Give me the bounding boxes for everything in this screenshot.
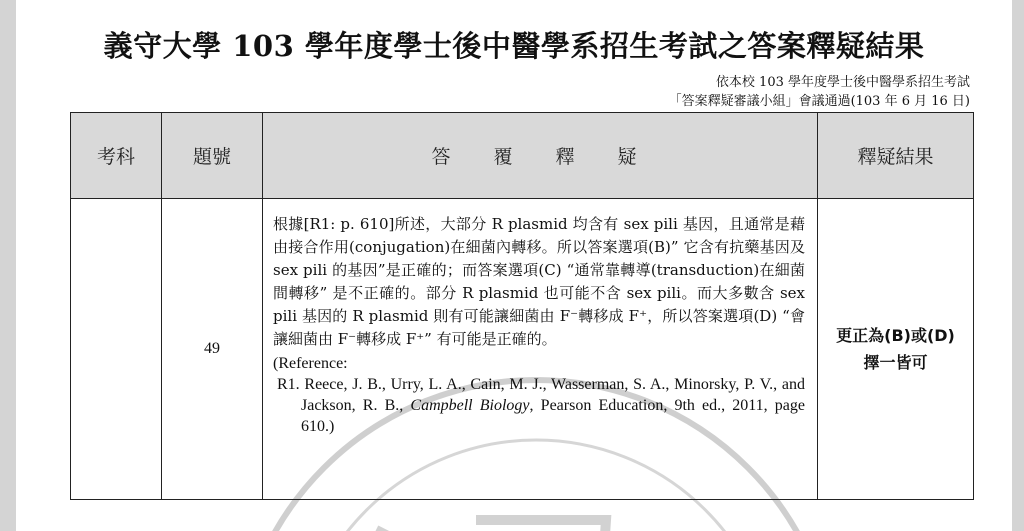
reply-paragraph: 根據[R1: p. 610]所述，大部分 R plasmid 均含有 sex pili 基因，且通常是藉由接合作用(conjugation)在細菌內轉移。所以答案選項(B)” 它含有抗藥基因及 sex pili 的基因”是正確的；而答案選項(C) “通常靠轉導(transduction)在細菌間轉移” 是不正確的。部分 R plasmid 也可能不含 sex pili。而大多數含 sex pili 基因的 R plasmid 則有可能讓細菌由 F⁻轉移成 F⁺，所以答案選項(D) “會讓細菌由 F⁻轉移成 F⁺” 有可能是正確的。 (273, 215, 805, 348)
cell-reply (263, 199, 818, 500)
reference-entry (273, 374, 805, 437)
viewer-right-margin (1012, 0, 1024, 531)
table-row (71, 199, 974, 500)
document-title: 義守大學 103 學年度學士後中醫學系招生考試之答案釋疑結果 (103, 29, 925, 63)
reference-authors: R1. Reece, J. B., Urry, L. A., Cain, M. J., Wasserman, S. A., Minorsky, P. V., and Jackson, R. B., (277, 376, 805, 414)
document-subtitle-line2: 「答案釋疑審議小組」會議通過(103 年 6 月 16 日) (668, 94, 970, 109)
document-page (16, 0, 1012, 531)
viewer-left-margin (0, 0, 16, 531)
header-subject: 考科 (71, 113, 162, 199)
header-reply: 答 覆 釋 疑 (263, 113, 818, 199)
reference-block (273, 353, 805, 437)
reference-heading: (Reference: (273, 355, 348, 372)
reference-book-title: Campbell Biology (410, 397, 530, 414)
result-line1: 更正為(B)或(D) (836, 326, 955, 345)
result-line2: 擇一皆可 (863, 353, 928, 372)
cell-question-number: 49 (162, 199, 263, 500)
cell-subject (71, 199, 162, 500)
table-header-row (71, 113, 974, 199)
header-result: 釋疑結果 (818, 113, 974, 199)
document-subtitle-line1: 依本校 103 學年度學士後中醫學系招生考試 (715, 75, 970, 90)
cell-result (818, 199, 974, 500)
answer-clarification-table (70, 112, 974, 500)
reference-publisher: , Pearson Education, 9th ed., 2011, page 610.) (301, 397, 806, 435)
header-question-number: 題號 (162, 113, 263, 199)
